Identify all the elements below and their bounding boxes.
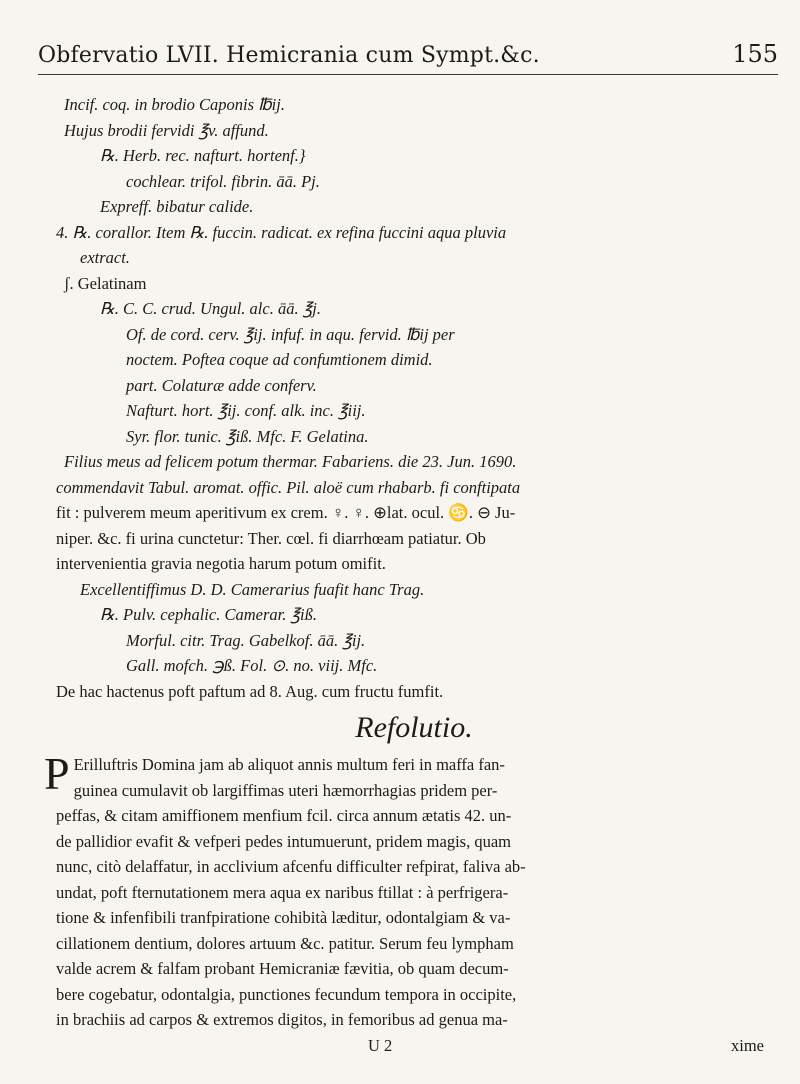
text-line: Incif. coq. in brodio Caponis ℔ij. (64, 95, 285, 114)
resolutio-paragraph (44, 748, 772, 1033)
running-header (38, 40, 778, 75)
resolutio-line: undat, poft fternutationem mera aqua ex naribus ftillat : à perfrigera- (56, 882, 509, 902)
text-line: part. Colaturæ adde conferv. (126, 375, 317, 395)
text-line: ℞. C. C. crud. Ungul. alc. āā. ℥j. (100, 299, 321, 318)
text-line: Morful. citr. Trag. Gabelkof. āā. ℥ij. (126, 630, 366, 650)
text-line: fit : pulverem meum aperitivum ex crem. ♀. ♀. ⊕lat. ocul. ♋. ⊖ Ju- (56, 503, 516, 522)
resolutio-line: peffas, & citam amiffionem menfium fcil. circa annum ætatis 42. un- (56, 806, 512, 825)
text-line: Gall. mofch. ℈ß. Fol. ⊙. no. viij. Mfc. (126, 656, 378, 675)
text-line: ℞. Herb. rec. nafturt. hortenf.} (100, 146, 306, 165)
running-title: Obfervatio LVII. Hemicrania cum Sympt.&c. (38, 43, 540, 68)
resolutio-line: valde acrem & falfam probant Hemicraniæ fævitia, ob quam decum- (56, 959, 509, 978)
text-line: Nafturt. hort. ℥ij. conf. alk. inc. ℥iij. (126, 401, 366, 420)
resolutio-line: Erilluftris Domina jam ab aliquot annis multum feri in maffa fan- (73, 755, 505, 774)
drop-cap: P (44, 748, 70, 799)
catchword: xime (731, 1035, 764, 1055)
resolutio-line: guinea cumulavit ob largiffimas uteri hæmorrhagias pridem per- (73, 780, 498, 800)
resolutio-line: bere cogebatur, odontalgia, punctiones fecundum tempora in occipite, (56, 984, 517, 1004)
resolutio-line: in brachiis ad carpos & extremos digitos, in femoribus ad genua ma- (56, 1010, 508, 1029)
resolutio-line: de pallidior evafit & vefperi pedes intumuerunt, pridem magis, quam (56, 831, 511, 851)
text-line: commendavit Tabul. aromat. offic. Pil. aloë cum rhabarb. fi conftipata (56, 477, 521, 497)
resolutio-line: tione & infenfibili tranfpiratione cohibità læditur, odontalgiam & va- (56, 908, 511, 927)
resolutio-line: cillationem dentium, dolores artuum &c. patitur. Serum feu lympham (56, 933, 514, 953)
text-line: ℞. Pulv. cephalic. Camerar. ℥iß. (100, 605, 317, 624)
text-line: Of. de cord. cerv. ℥ij. infuf. in aqu. fervid. ℔ij per (126, 324, 455, 344)
text-line: Filius meus ad felicem potum thermar. Fabariens. die 23. Jun. 1690. (64, 452, 517, 471)
section-heading: Refolutio. (355, 711, 473, 744)
text-line: extract. (80, 248, 130, 267)
text-line: De hac hactenus poft paftum ad 8. Aug. cum fructu fumfit. (56, 681, 444, 701)
resolutio-lines (56, 752, 772, 1033)
text-line: 4. ℞. corallor. Item ℞. fuccin. radicat. ex refina fuccini aqua pluvia (56, 222, 507, 242)
text-line: noctem. Poftea coque ad confumtionem dimid. (126, 350, 433, 369)
text-line: Syr. flor. tunic. ℥iß. Mfc. F. Gelatina. (126, 426, 369, 446)
text-line: Hujus brodii fervidi ℥v. affund. (64, 120, 269, 140)
text-line: ʃ. Gelatinam (64, 273, 147, 293)
text-line: niper. &c. fi urina cunctetur: Ther. cœl. fi diarrhœam patiatur. Ob (56, 528, 486, 548)
text-line: Expreff. bibatur calide. (100, 197, 254, 216)
text-line: intervenientia gravia negotia harum potum omifit. (56, 554, 386, 573)
signature-text: U 2 (368, 1035, 393, 1055)
page-number: 155 (732, 40, 778, 68)
document-body (44, 92, 772, 1058)
signature-mark (56, 1033, 772, 1059)
resolutio-line: nunc, citò delaffatur, in acclivium afcenfu difficulter refpirat, faliva ab- (56, 857, 526, 876)
prescription-text (56, 92, 772, 704)
text-line: Excellentiffimus D. D. Camerarius fuafit hanc Trag. (80, 579, 425, 599)
text-line: cochlear. trifol. fibrin. āā. Pj. (126, 171, 320, 191)
